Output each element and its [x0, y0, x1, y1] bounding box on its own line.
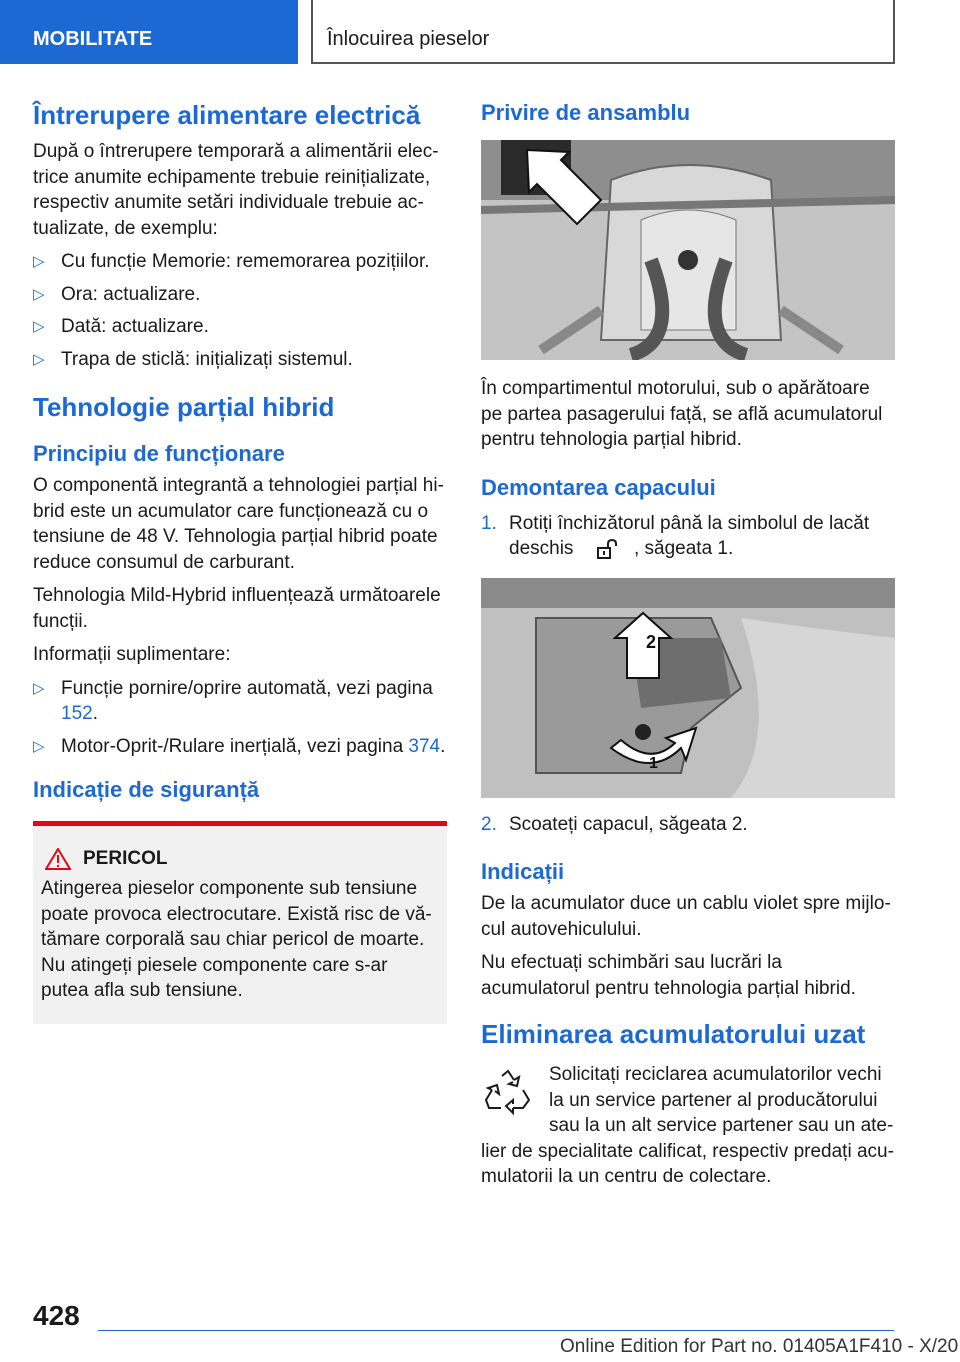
list-item: ▷ Trapa de sticlă: inițializați sistemul.: [33, 347, 447, 373]
safety-title: Indicație de siguranță: [33, 777, 260, 802]
triangle-bullet-icon: ▷: [33, 737, 45, 755]
right-column: [481, 100, 895, 1190]
info-label: Informații suplimentare:: [33, 644, 231, 665]
disposal-block: [481, 1062, 895, 1190]
arrow-label-1: 1: [649, 754, 658, 772]
overview-title: Privire de ansamblu: [481, 100, 691, 125]
danger-heading: [41, 848, 437, 870]
list-item: ▷ Motor-Oprit-/Rulare inerțială, vezi pagina 374.: [33, 734, 447, 760]
notes-title: Indicații: [481, 859, 565, 884]
power-title: Întrerupere alimentare electrică: [33, 100, 421, 130]
triangle-bullet-icon: ▷: [33, 285, 45, 303]
danger-text: Atingerea pieselor componente sub tensiune poate provoca electrocutare. Există risc de vătămare corporală sau chiar pericol de moarte. Nu atingeți piesele componente care s-ar putea afla sub tensiune.: [41, 878, 432, 1001]
danger-label: PERICOL: [83, 848, 168, 869]
triangle-bullet-icon: ▷: [33, 318, 45, 335]
step-item: 1. Rotiți închizătorul până la simbolul de lacăt deschis , săgeata 1.: [481, 512, 870, 559]
warning-triangle-icon: [45, 848, 71, 870]
hybrid-title: Tehnologie parțial hibrid: [33, 392, 335, 422]
header-chapter: Înlocuirea pieselor: [311, 0, 895, 64]
disposal-title: Eliminarea acumulatorului uzat: [481, 1019, 866, 1049]
page-link-152[interactable]: 152: [61, 703, 93, 724]
disposal-text: Solicitați reciclarea acumulatorilor vechi la un service partener al producătorului sau la un alt service partener sau un atelier de specialitate calificat, respectiv predați acumulatorii la un centru de colectare.: [481, 1064, 894, 1187]
edition-text: Online Edition for Part no. 01405A1F410 - X/20: [560, 1336, 959, 1357]
removal-steps-1: [481, 511, 895, 562]
cover-photo: [481, 578, 895, 798]
notes-paragraph-1: De la acumulator duce un cablu violet spre mijlocul autovehiculului.: [481, 893, 891, 940]
step-item: 2. Scoateți capacul, săgeata 2.: [481, 813, 748, 835]
principle-paragraph-1: O componentă integrantă a tehnologiei parțial hibrid este un acumulator care funcționează cu o tensiune de 48 V. Tehnologia parțial hibrid poate reduce consumul de carburant.: [33, 475, 444, 573]
triangle-bullet-icon: ▷: [33, 679, 45, 697]
left-column: [33, 100, 447, 1024]
removal-title: Demontarea capacului: [481, 474, 716, 500]
info-list: [33, 676, 447, 760]
notes-paragraph-2: Nu efectuați schimbări sau lucrări la acumulatorul pentru tehnologia parțial hibrid.: [481, 952, 856, 999]
danger-box: [33, 821, 447, 1024]
overview-text: În compartimentul motorului, sub o apărătoare pe partea pasagerului față, se află acumulatorul pentru tehnologia parțial hibrid.: [481, 378, 883, 450]
removal-steps-2: [481, 812, 895, 838]
list-item: ▷ Cu funcție Memorie: rememorarea pozițiilor.: [33, 249, 447, 275]
principle-paragraph-2: Tehnologia Mild-Hybrid influențează următoarele funcții.: [33, 585, 441, 632]
triangle-bullet-icon: ▷: [33, 253, 45, 270]
engine-bay-photo: [481, 140, 895, 360]
open-padlock-icon: [597, 539, 619, 559]
triangle-bullet-icon: ▷: [33, 350, 45, 368]
page-link-374[interactable]: 374: [408, 735, 441, 757]
list-item: ▷ Dată: actualizare.: [33, 314, 447, 340]
page-number: 428: [33, 1300, 80, 1331]
principle-title: Principiu de funcționare: [33, 441, 285, 466]
recycling-icon: [483, 1068, 533, 1118]
power-list: [33, 249, 447, 372]
list-item: ▷ Ora: actualizare.: [33, 282, 447, 308]
list-item: ▷ Funcție pornire/oprire automată, vezi pagina 152.: [33, 677, 433, 724]
header-section: MOBILITATE: [0, 0, 298, 64]
power-text: După o întrerupere temporară a alimentării electrice anumite echipamente trebuie reinițializate, respectiv anumite setări individuale trebuie actualizate, de exemplu:: [33, 141, 439, 239]
footer-divider: [98, 1330, 894, 1331]
arrow-label-2: 2: [646, 631, 657, 652]
